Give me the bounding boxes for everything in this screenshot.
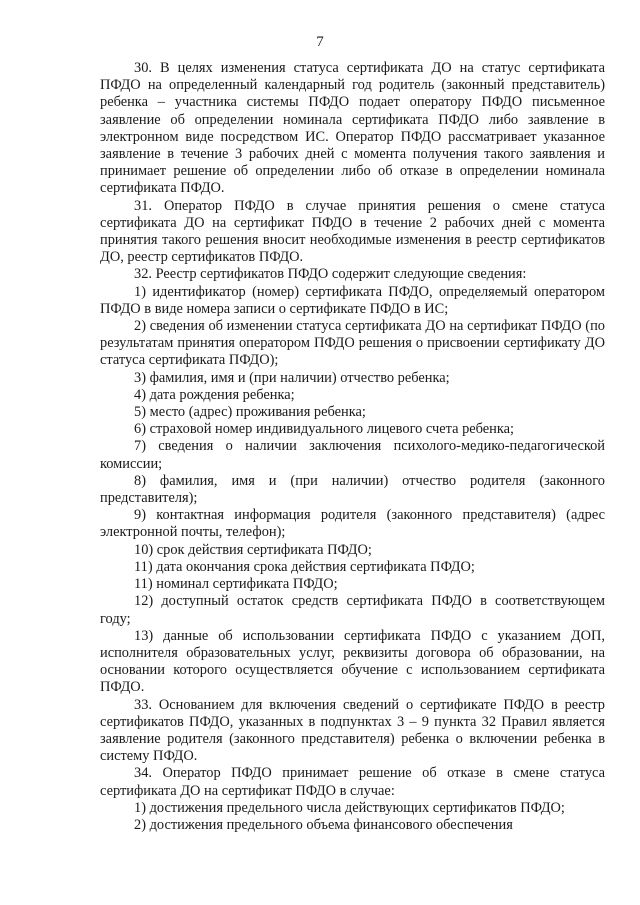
document-body (100, 60, 605, 834)
list-item-32-4: 4) дата рождения ребенка; (134, 386, 295, 403)
paragraph-33: 33. Основанием для включения сведений о сертификате ПФДО в реестр сертификатов ПФДО, указанных в подпунктах 3 – 9 пункта 32 Правил является заявление родителя (законного представителя) ребенка о включении ребенка в систему ПФДО. (100, 696, 605, 765)
list-item-32-1: 1) идентификатор (номер) сертификата ПФДО, определяемый оператором ПФДО в виде номера записи о сертификате ПФДО в ИС; (100, 283, 605, 317)
list-item-32-13: 13) данные об использовании сертификата ПФДО с указанием ДОП, исполнителя образовательных услуг, реквизиты договора об образовании, на основании которого осуществляется обучение с использованием сертификата ПФДО. (100, 627, 605, 696)
list-item-32-10: 10) срок действия сертификата ПФДО; (134, 541, 372, 558)
list-item-32-11a: 11) дата окончания срока действия сертификата ПФДО; (134, 558, 475, 575)
list-item-32-6: 6) страховой номер индивидуального лицевого счета ребенка; (134, 421, 515, 438)
list-item-34-1: 1) достижения предельного числа действующих сертификатов ПФДО; (134, 799, 565, 816)
list-item-32-7: 7) сведения о наличии заключения психолого-медико-педагогической комиссии; (100, 438, 605, 472)
paragraph-34: 34. Оператор ПФДО принимает решение об отказе в смене статуса сертификата ДО на сертификат ПФДО в случае: (100, 765, 605, 799)
list-item-32-11b: 11) номинал сертификата ПФДО; (134, 576, 338, 593)
page-number: 7 (316, 34, 324, 50)
list-item-32-5: 5) место (адрес) проживания ребенка; (134, 404, 366, 421)
list-item-34-2: 2) достижения предельного объема финансового обеспечения (134, 816, 513, 833)
list-item-32-9: 9) контактная информация родителя (законного представителя) (адрес электронной почты, телефон); (100, 507, 605, 541)
list-item-32-2: 2) сведения об изменении статуса сертификата ДО на сертификат ПФДО (по результатам принятия оператором ПФДО решения о присвоении сертификату ДО статуса сертификата ПФДО); (100, 318, 605, 369)
paragraph-31: 31. Оператор ПФДО в случае принятия решения о смене статуса сертификата ДО на сертификат ПФДО в течение 2 рабочих дней с момента принятия такого решения вносит необходимые изменения в реестр сертификатов ДО, реестр сертификатов ПФДО. (100, 197, 605, 266)
list-item-32-8: 8) фамилия, имя и (при наличии) отчество родителя (законного представителя); (100, 472, 605, 507)
paragraph-32: 32. Реестр сертификатов ПФДО содержит следующие сведения: (134, 266, 527, 283)
list-item-32-3: 3) фамилия, имя и (при наличии) отчество ребенка; (134, 369, 450, 386)
paragraph-30: 30. В целях изменения статуса сертификата ДО на статус сертификата ПФДО на определенный календарный год родитель (законный представитель) ребенка – участника системы ПФДО подает оператору ПФДО письменное заявление об определении номинала сертификата ПФДО либо заявление в электронном виде посредством ИС. Оператор ПФДО рассматривает указанное заявление в течение 3 рабочих дней с момента получения такого заявления и принимает решение об определении либо об отказе в определении номинала сертификата ПФДО. (100, 60, 605, 197)
list-item-32-12: 12) доступный остаток средств сертификата ПФДО в соответствующем году; (100, 593, 605, 627)
